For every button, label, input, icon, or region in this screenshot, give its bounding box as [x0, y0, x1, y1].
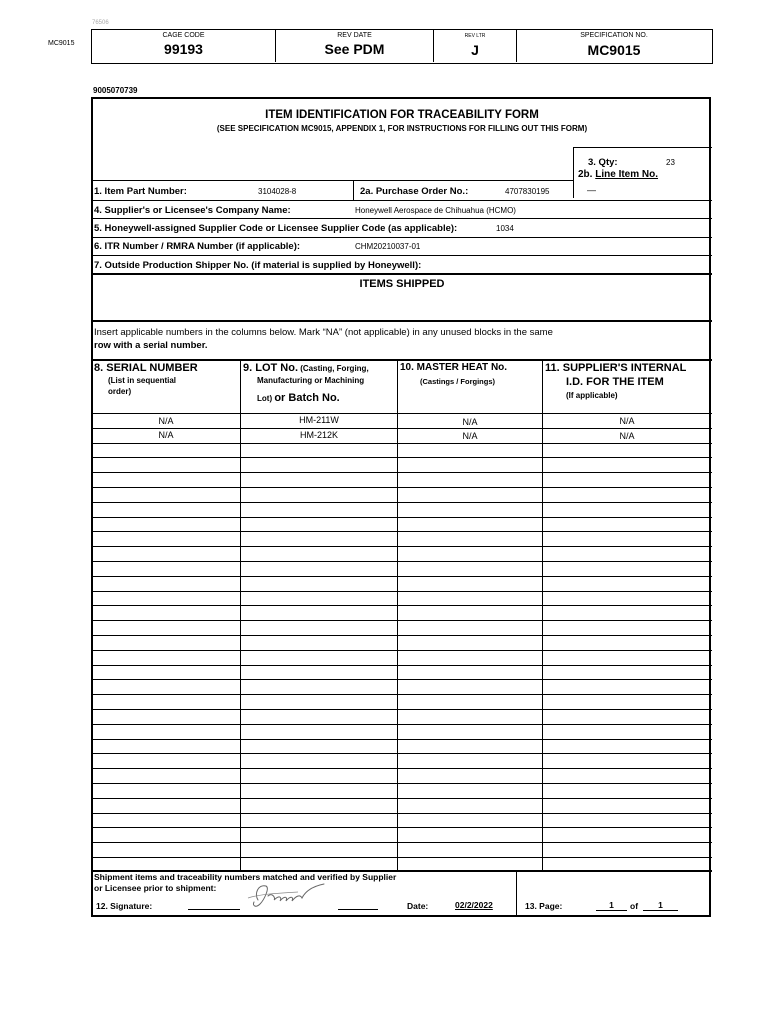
supplier-name-label: 4. Supplier's or Licensee's Company Name: [94, 205, 291, 216]
instructions-line2: row with a serial number. [94, 340, 208, 351]
table-row-line [92, 605, 712, 606]
table-row-line [92, 827, 712, 828]
page-total: 1 [643, 900, 678, 911]
table-row-line [92, 739, 712, 740]
side-spec-id: MC9015 [48, 40, 75, 47]
col9-title: 9. LOT No. (Casting, Forging, [243, 362, 369, 374]
col11-sub: (If applicable) [566, 391, 618, 400]
line-item-label: 2b. Line Item No. [578, 169, 659, 180]
table-row-line [92, 813, 712, 814]
signature-label: 12. Signature: [96, 901, 153, 911]
col8-title: 8. SERIAL NUMBER [94, 362, 198, 374]
page-current: 1 [596, 900, 627, 911]
table-row-line [92, 753, 712, 754]
table-row-line [92, 650, 712, 651]
form-frame [91, 97, 711, 917]
col9-sub2: Lot) or Batch No. [257, 392, 340, 404]
row1-lot: HM-211W [299, 415, 339, 425]
shipper-label: 7. Outside Production Shipper No. (if material is supplied by Honeywell): [94, 260, 422, 271]
itr-value: CHM20210037-01 [355, 242, 421, 251]
table-row-line [92, 783, 712, 784]
table-row-line [92, 709, 712, 710]
row1-heat: N/A [462, 417, 478, 427]
instructions-line1: Insert applicable numbers in the columns below. Mark “NA” (not applicable) in any unused blocks in the same [94, 327, 553, 338]
table-row-line [92, 561, 712, 562]
col8-sub2: order) [108, 387, 132, 396]
signature-line-b [338, 909, 378, 910]
form-title: ITEM IDENTIFICATION FOR TRACEABILITY FORM [265, 109, 539, 121]
signature-line-a [188, 909, 240, 910]
table-row-line [92, 842, 712, 843]
col8-sub1: (List in sequential [108, 376, 177, 385]
table-row-line [92, 413, 712, 414]
table-row-line [92, 546, 712, 547]
line-item-value: — [587, 185, 596, 195]
spec-label: SPECIFICATION NO. [580, 32, 648, 39]
handwritten-signature [240, 876, 340, 912]
table-row-line [92, 857, 712, 858]
col11-title1: 11. SUPPLIER'S INTERNAL [545, 362, 687, 374]
itr-label: 6. ITR Number / RMRA Number (if applicable): [94, 241, 301, 252]
page-label: 13. Page: [525, 901, 563, 911]
table-row-line [92, 679, 712, 680]
table-row-line [92, 487, 712, 488]
table-row-line [92, 472, 712, 473]
date-value: 02/2/2022 [455, 900, 493, 910]
part-number-label: 1. Item Part Number: [94, 186, 187, 197]
part-number-value: 3104028-8 [258, 187, 297, 196]
rev-date: See PDM [324, 41, 385, 57]
date-label: Date: [407, 901, 429, 911]
cage-code: 99193 [164, 41, 203, 57]
supplier-code-value: 1034 [496, 224, 514, 233]
table-row-line [92, 768, 712, 769]
supplier-code-label: 5. Honeywell-assigned Supplier Code or Licensee Supplier Code (as applicable): [94, 223, 458, 234]
row1-internal-id: N/A [619, 416, 635, 426]
po-value: 4707830195 [505, 187, 550, 196]
doc-number: 9005070739 [93, 86, 138, 95]
rev-ltr: J [471, 42, 479, 58]
table-row-line [92, 591, 712, 592]
row2-heat: N/A [462, 431, 478, 441]
col10-sub: (Castings / Forgings) [420, 377, 495, 386]
form-subtitle: (SEE SPECIFICATION MC9015, APPENDIX 1, FOR INSTRUCTIONS FOR FILLING OUT THIS FORM) [216, 124, 588, 133]
row2-internal-id: N/A [619, 431, 635, 441]
supplier-name-value: Honeywell Aerospace de Chihuahua (HCMO) [355, 206, 516, 215]
table-row-line [92, 635, 712, 636]
row1-serial: N/A [158, 416, 174, 426]
col10-title: 10. MASTER HEAT No. [400, 362, 508, 373]
table-row-line [92, 694, 712, 695]
table-row-line [92, 576, 712, 577]
rev-date-label: REV DATE [337, 32, 372, 39]
verify-text-line1: Shipment items and traceability numbers matched and verified by Supplier [94, 872, 397, 882]
rev-ltr-label: REV LTR [464, 33, 486, 39]
qty-label: 3. Qty: [588, 157, 618, 168]
verify-text-line2: or Licensee prior to shipment: [94, 883, 217, 893]
table-row-line [92, 457, 712, 458]
row2-lot: HM-212K [299, 430, 338, 440]
spec-no: MC9015 [587, 42, 641, 58]
table-row-line [92, 517, 712, 518]
table-row-line [92, 724, 712, 725]
items-shipped-heading: ITEMS SHIPPED [359, 278, 445, 290]
col9-sub1: Manufacturing or Machining [257, 376, 365, 385]
qty-value: 23 [666, 158, 675, 167]
table-row-line [92, 665, 712, 666]
top-faint-text: 76506 [92, 20, 109, 26]
cage-code-label: CAGE CODE [162, 32, 205, 39]
table-row-line [92, 531, 712, 532]
page-of-label: of [630, 901, 639, 911]
po-label: 2a. Purchase Order No.: [360, 186, 469, 197]
table-row-line [92, 798, 712, 799]
table-row-line [92, 502, 712, 503]
table-row-line [92, 620, 712, 621]
table-row-line [92, 443, 712, 444]
col11-title2: I.D. FOR THE ITEM [566, 376, 664, 388]
table-row-line [92, 428, 712, 429]
row2-serial: N/A [158, 430, 174, 440]
